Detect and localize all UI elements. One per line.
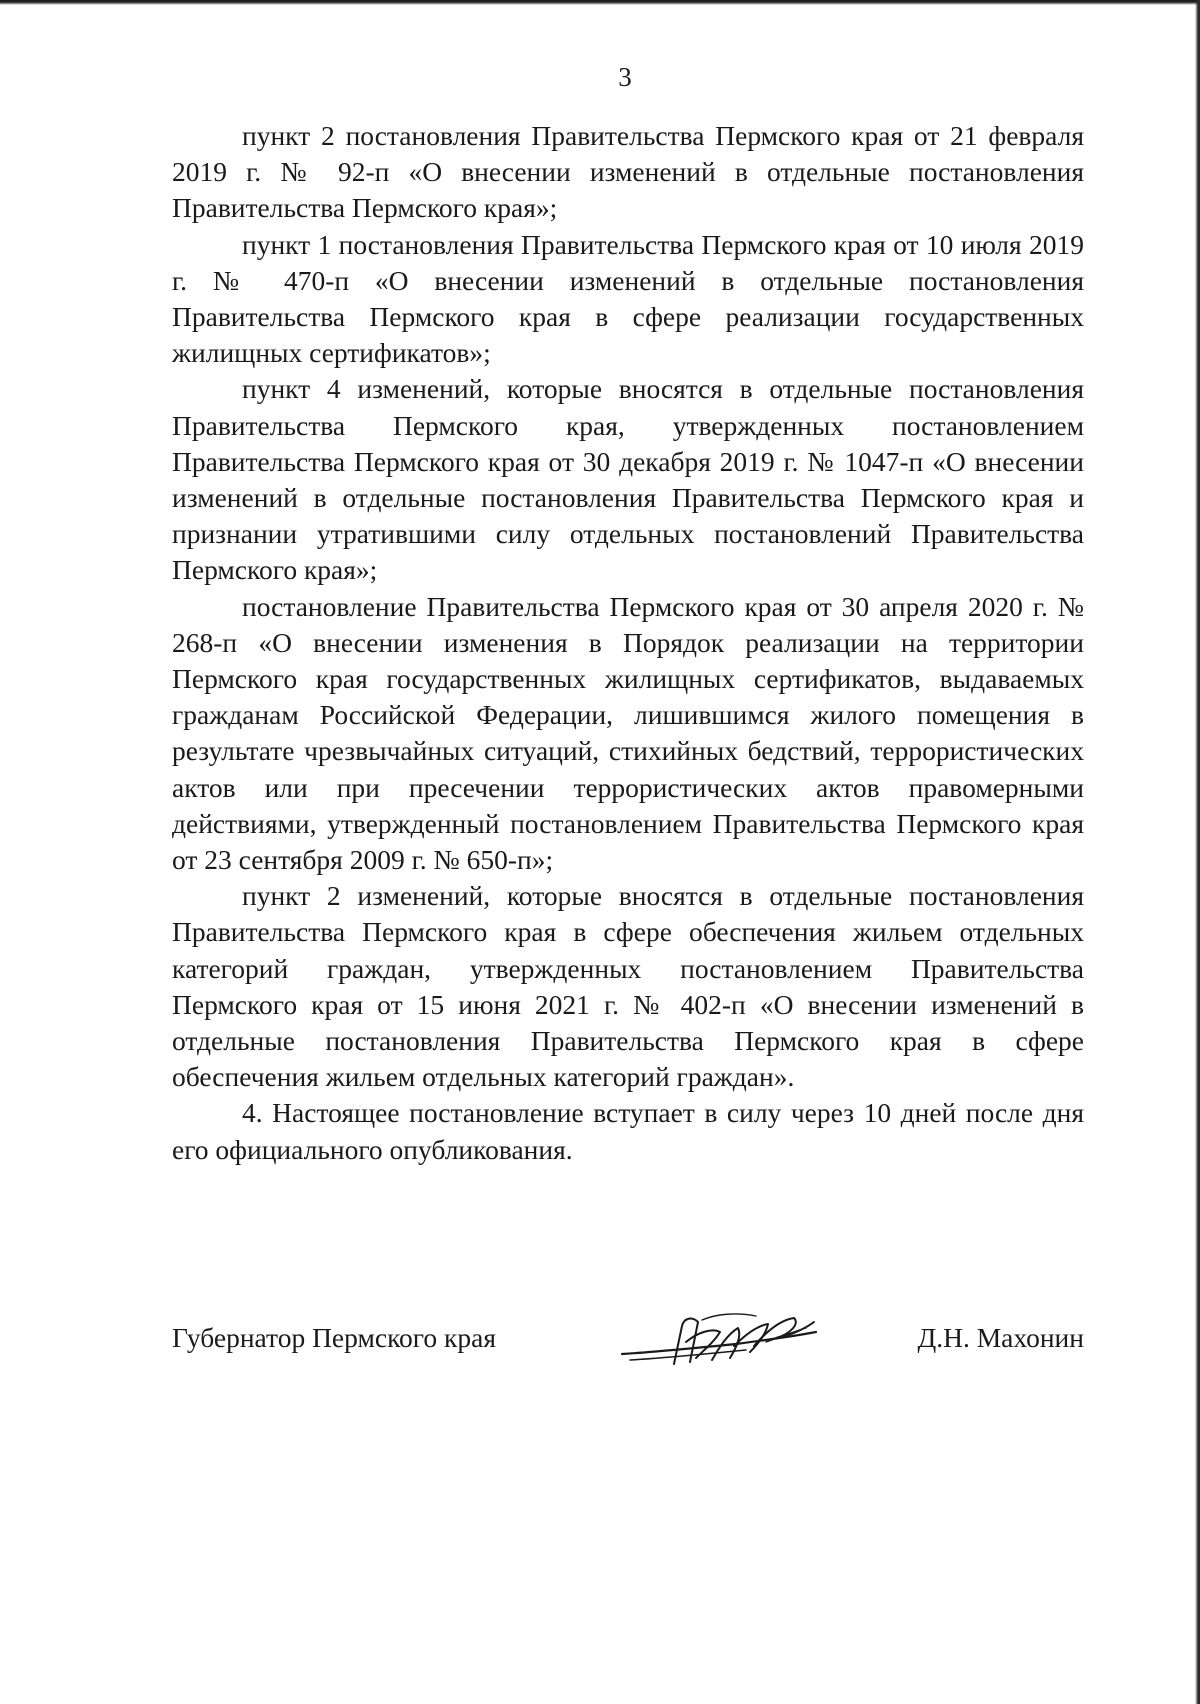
- paragraph-5: пункт 2 изменений, которые вносятся в отдельные постановления Правительства Пермского края в сфере обеспечения жильем отдельных категорий граждан, утвержденных постановлением Правительства Пермского края от 15 июня 2021 г. № 402-п «О внесении изменений в отдельные постановления Правительства Пермского края в сфере обеспечения жильем отдельных категорий граждан».: [172, 880, 1084, 1093]
- signatory-name: Д.Н. Махонин: [917, 1322, 1084, 1353]
- signature-block: [172, 1308, 1084, 1388]
- signatory-position: Губернатор Пермского края: [172, 1322, 496, 1353]
- page-number: 3: [618, 62, 632, 92]
- paragraph-2: пункт 1 постановления Правительства Пермского края от 10 июля 2019 г. № 470-п «О внесении изменений в отдельные постановления Правительства Пермского края в сфере реализации государственных жилищных сертификатов»;: [172, 228, 1084, 369]
- paragraph-4: постановление Правительства Пермского края от 30 апреля 2020 г. № 268-п «О внесении изменения в Порядок реализации на территории Пермского края государственных жилищных сертификатов, выдаваемых гражданам Российской Федерации, лишившимся жилого помещения в результате чрезвычайных ситуаций, стихийных бедствий, террористических актов или при пресечении террористических актов правомерными действиями, утвержденный постановлением Правительства Пермского края от 23 сентября 2009 г. № 650-п»;: [172, 590, 1084, 876]
- document-body: [172, 118, 1084, 1168]
- paragraph-1: пункт 2 постановления Правительства Пермского края от 21 февраля 2019 г. № 92-п «О внесении изменений в отдельные постановления Правительства Пермского края»;: [172, 120, 1084, 224]
- scan-edge-right: [1195, 0, 1200, 1704]
- paragraph-3: пункт 4 изменений, которые вносятся в отдельные постановления Правительства Пермского края, утвержденных постановлением Правительства Пермского края от 30 декабря 2019 г. № 1047-п «О внесении изменений в отдельные постановления Правительства Пермского края и признании утратившими силу отдельных постановлений Правительства Пермского края»;: [172, 373, 1084, 586]
- paragraph-6: 4. Настоящее постановление вступает в силу через 10 дней после дня его официального опубликования.: [172, 1097, 1084, 1165]
- scan-edge-top: [0, 0, 1200, 5]
- handwritten-signature-icon: [616, 1302, 836, 1382]
